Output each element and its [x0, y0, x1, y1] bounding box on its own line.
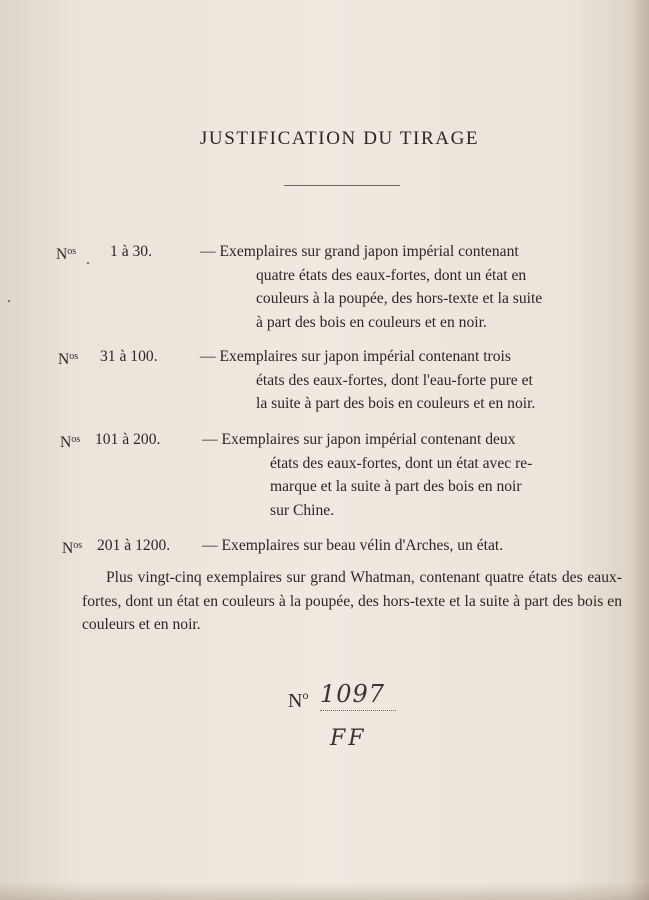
- entry-prefix: $N^{os}$: [60, 434, 81, 451]
- paper-speck: [8, 300, 10, 302]
- entry-line: — Exemplaires sur beau vélin d'Arches, un état.: [202, 537, 504, 554]
- entry-range: 1 à 30.: [110, 243, 153, 260]
- entry-line: couleurs à la poupée, des hors-texte et la suite: [256, 290, 543, 307]
- entry-range: 201 à 1200.: [97, 537, 171, 554]
- page-bottom-shadow: [0, 882, 649, 900]
- whatman-paragraph: Plus vingt-cinq exemplaires sur grand Whatman, contenant quatre états des eaux-fortes, dont un état en couleurs à la poupée, des hors-texte et la suite à part des bois en couleurs et en noir.: [82, 569, 622, 633]
- paper-speck: [87, 262, 89, 264]
- entry-range: 101 à 200.: [95, 431, 161, 448]
- handwritten-copy-number: 1097: [320, 680, 386, 708]
- entry-line: états des eaux-fortes, dont un état avec re-: [270, 454, 533, 472]
- title-rule: [284, 185, 400, 186]
- page-title: JUSTIFICATION DU TIRAGE: [199, 128, 480, 149]
- entry-line: — Exemplaires sur grand japon impérial contenant: [200, 243, 519, 260]
- entry-line: quatre états des eaux-fortes, dont un état en: [256, 266, 527, 284]
- entry-line: sur Chine.: [270, 501, 335, 519]
- entry-line: marque et la suite à part des bois en noir: [270, 478, 522, 495]
- number-dotted-line: [320, 710, 396, 711]
- entry-prefix: $N^{os}$: [58, 351, 79, 368]
- entry-range: 31 à 100.: [100, 348, 158, 365]
- entry-line: à part des bois en couleurs et en noir.: [256, 313, 487, 331]
- entry-prefix: $N^{os}$: [56, 246, 77, 263]
- entry-prefix: $N^{os}$: [62, 540, 83, 557]
- entry-line: — Exemplaires sur japon impérial contenant trois: [200, 348, 511, 365]
- handwritten-initials: FF: [330, 726, 367, 751]
- entry-line: états des eaux-fortes, dont l'eau-forte pure et: [256, 371, 533, 389]
- copy-number-label: $N^o$: [288, 688, 309, 712]
- entry-line: la suite à part des bois en couleurs et en noir.: [256, 395, 536, 412]
- entry-line: — Exemplaires sur japon impérial contenant deux: [202, 431, 516, 448]
